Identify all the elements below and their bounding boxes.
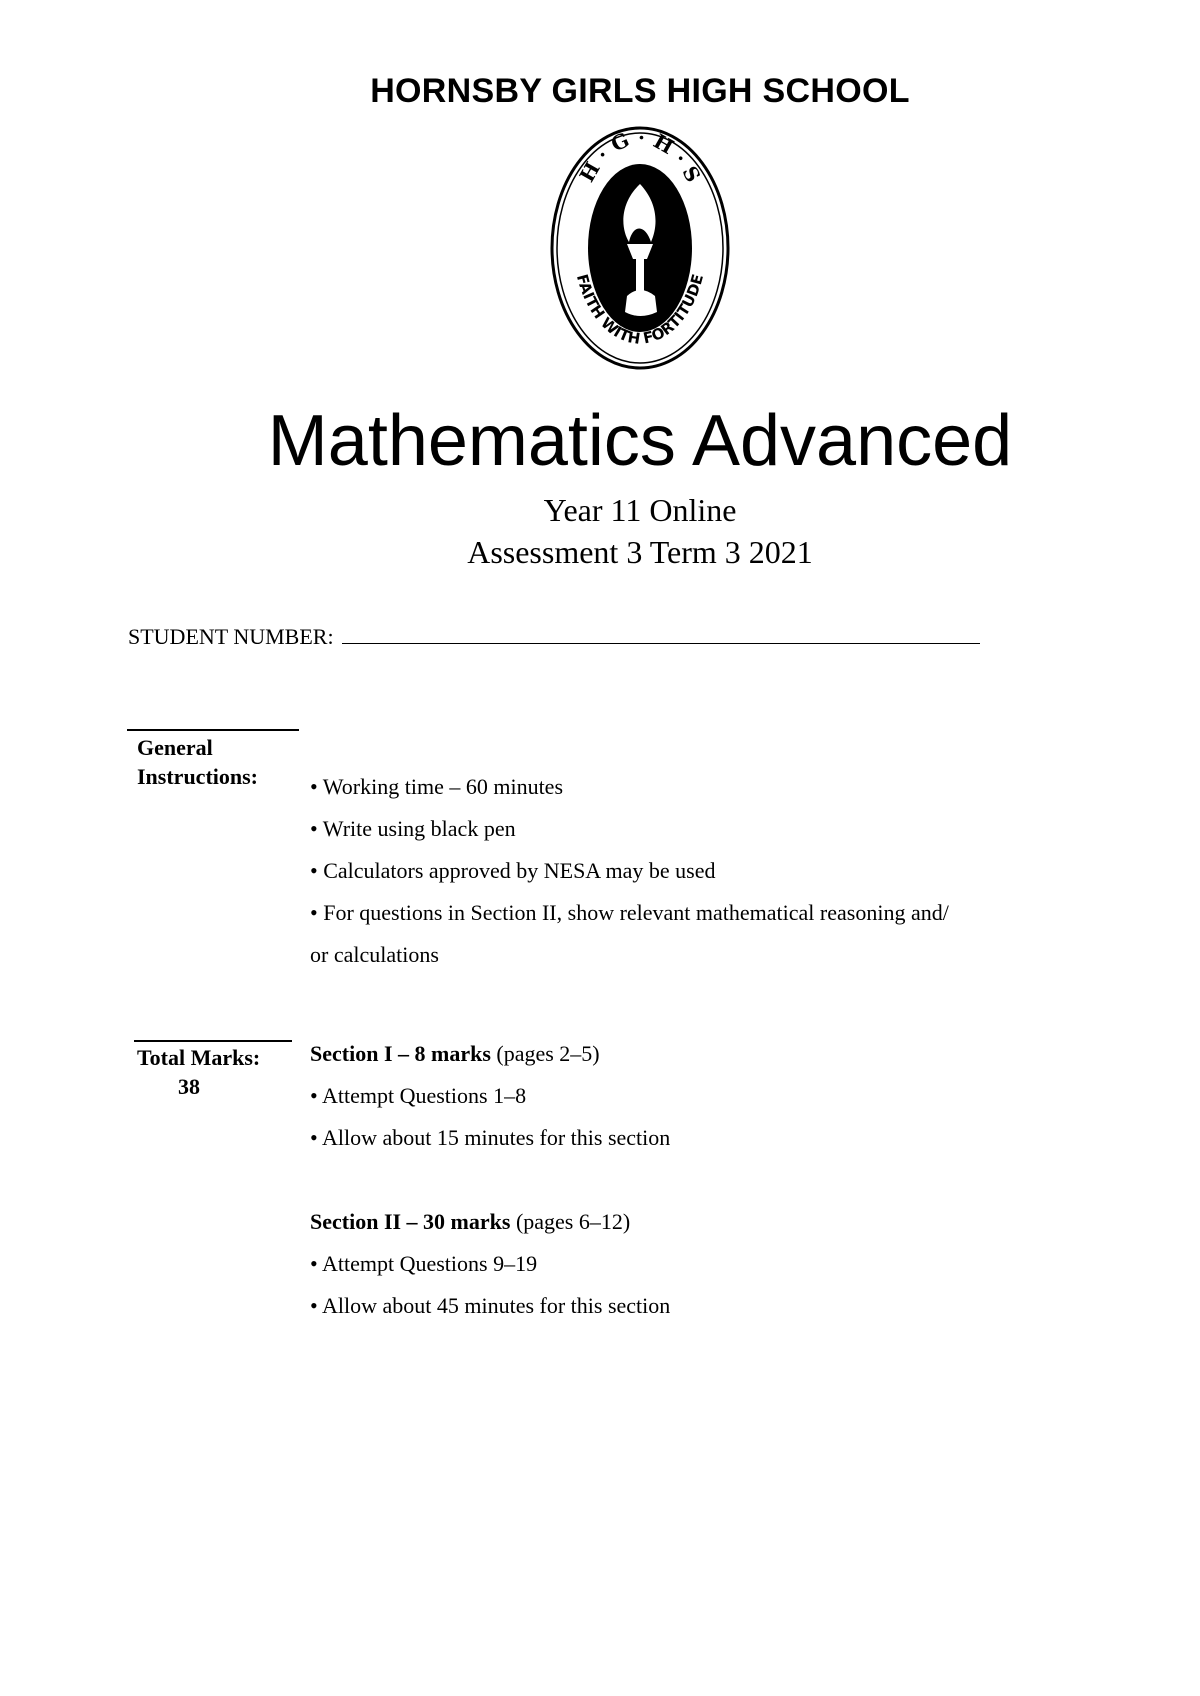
year-subtitle: Year 11 Online xyxy=(543,492,737,528)
instruction-item: • Calculators approved by NESA may be used xyxy=(310,858,716,883)
student-number-label: STUDENT NUMBER: xyxy=(128,624,334,649)
instruction-item: • Write using black pen xyxy=(310,816,516,841)
total-marks-rule xyxy=(134,1040,292,1042)
svg-text:FAITH WITH FORTITUDE: FAITH WITH FORTITUDE xyxy=(572,272,708,348)
general-instructions-label: General Instructions: xyxy=(137,735,259,789)
section-2-item: • Attempt Questions 9–19 xyxy=(310,1251,538,1276)
section-1-heading: Section I – 8 marks (pages 2–5) xyxy=(310,1041,600,1066)
instruction-item: • For questions in Section II, show relevant mathematical reasoning and/ xyxy=(310,900,949,925)
subject-title: Mathematics Advanced xyxy=(267,401,1013,481)
assessment-subtitle: Assessment 3 Term 3 2021 xyxy=(467,534,813,570)
section-1-item: • Attempt Questions 1–8 xyxy=(310,1083,527,1108)
student-number-row xyxy=(128,624,980,650)
total-marks-label: Total Marks: xyxy=(137,1045,261,1070)
school-crest xyxy=(549,124,731,372)
instruction-item: • Working time – 60 minutes xyxy=(310,774,564,799)
school-name: HORNSBY GIRLS HIGH SCHOOL xyxy=(370,72,910,110)
student-number-blank[interactable] xyxy=(342,625,980,644)
total-marks-value: 38 xyxy=(178,1074,200,1099)
general-instructions-rule xyxy=(127,729,299,731)
section-1-item: • Allow about 15 minutes for this section xyxy=(310,1125,671,1150)
section-2-heading: Section II – 30 marks (pages 6–12) xyxy=(310,1209,631,1234)
section-2-item: • Allow about 45 minutes for this section xyxy=(310,1293,671,1318)
svg-text:H · G · H · S: H · G · H · S xyxy=(574,125,706,187)
instruction-item: or calculations xyxy=(310,942,439,967)
